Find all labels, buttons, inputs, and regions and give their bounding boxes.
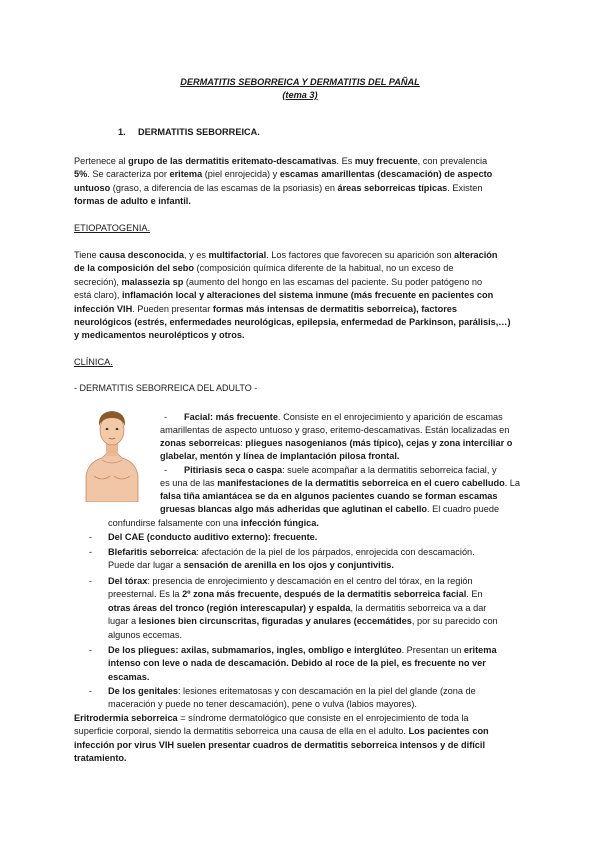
text-bold: más frecuente [215, 412, 278, 422]
bullet-dash: - [89, 645, 93, 655]
torax-line-5 [108, 629, 528, 642]
text: : lesiones eritematosas y con descamación en la piel del glande (zona de [177, 686, 476, 696]
text-bold: pliegues nasogenianos (más típico), cejas y zona interciliar o [245, 438, 513, 448]
text: . Presentan un [401, 645, 464, 655]
text-bold: Blefaritis seborreica [108, 547, 197, 557]
eritro-line-3 [74, 739, 528, 752]
text-bold: gruesas blancas algo más adheridas que aglutinan el cabello [160, 504, 428, 514]
text: . Consiste en el enrojecimiento y aparición de escamas [277, 412, 503, 422]
text-bold: eritema [169, 169, 203, 180]
text: superficie corporal, siendo la dermatitis seborreica una causa de ella en el adulto. [74, 726, 409, 737]
text: , con prevalencia [417, 156, 488, 166]
text-bold: causa desconocida [99, 250, 184, 260]
text-bold: muy frecuente [354, 156, 418, 166]
text-bold: De los genitales [108, 686, 178, 696]
eritrodermia-paragraph [74, 712, 528, 766]
text-bold: formas de adulto e infantil. [74, 196, 191, 207]
facial-line-1 [184, 411, 528, 424]
text: , y es [183, 250, 209, 260]
text-bold: de la composición del sebo [74, 263, 194, 274]
facial-line-4 [160, 450, 528, 463]
torax-item [108, 575, 528, 642]
text: Pertenece al [74, 156, 129, 166]
torax-line-4 [108, 615, 528, 628]
text-bold: grupo de las dermatitis eritemato-descamativas [128, 156, 337, 166]
text: . Existen [447, 182, 483, 193]
text-bold: escamas. [108, 671, 150, 682]
text-bold: 5% [74, 169, 88, 180]
text: es una de las [160, 478, 218, 488]
pliegues-item [108, 644, 528, 684]
torax-line-2 [108, 588, 528, 601]
text: maceración y puede no tener descamación), pene o vulva (labios mayores). [108, 699, 417, 710]
text-bold: 2º zona más frecuente, después de la dermatitis seborreica facial [182, 589, 467, 600]
text-bold: De los pliegues: axilas, submamarios, ingles, ombligo e interglúteo [108, 645, 402, 655]
etio-line-2 [74, 262, 528, 275]
torax-line-3 [108, 602, 528, 615]
text: , la dermatitis seborreica va a dar [350, 602, 487, 613]
text-bold: Pitiriasis seca o caspa [184, 465, 283, 475]
facial-line-3 [160, 437, 528, 450]
bullet-dash: - [89, 532, 93, 542]
eritro-line-1 [74, 712, 528, 725]
text-bold: untuoso [74, 182, 111, 193]
text-bold: Los pacientes con [408, 726, 489, 737]
bullet-dash: - [89, 686, 93, 696]
clinica-heading: CLÍNICA. [74, 357, 113, 367]
eritro-line-2 [74, 725, 528, 738]
text-bold: y medicamentos neurolépticos y otros. [74, 330, 245, 341]
text-bold: glabelar, mentón y línea de implantación pilosa frontal. [160, 451, 400, 461]
text-bold: tratamiento. [74, 753, 127, 764]
cae-item [108, 531, 528, 544]
text-bold: infección por virus VIH suelen presentar cuadros de dermatitis seborreica intensos y de difícil [74, 739, 486, 750]
etiopatogenia-heading: ETIOPATOGENIA. [74, 223, 151, 233]
text-bold: multifactorial [208, 250, 267, 260]
etiopatogenia-paragraph [74, 249, 528, 343]
text-bold: Del tórax [108, 576, 148, 586]
intro-line-3 [74, 182, 528, 195]
text-bold: Del CAE (conducto auditivo externo): frecuente. [108, 532, 318, 542]
text: : presencia de enrojecimiento y descamación en el centro del tórax, en la región [147, 576, 473, 586]
text: , por su parecido con [411, 616, 498, 627]
pitiriasis-line-3 [160, 490, 528, 503]
text: amarillentas de aspecto untuoso y graso, eritemo-descamativas. Están localizadas en [160, 425, 510, 435]
pliegues-line-1 [108, 644, 528, 657]
text-bold: Facial: [184, 412, 216, 422]
bullet-dash: - [89, 576, 93, 586]
eritro-line-4 [74, 752, 528, 765]
intro-paragraph [74, 155, 528, 209]
text-bold: alteración [454, 250, 498, 260]
text: (composición química diferente de la habitual, no un exceso de [193, 263, 454, 274]
text-bold: malassezia sp [121, 276, 184, 287]
pitiriasis-line-2 [160, 477, 528, 490]
text-bold: zonas seborreicas [160, 438, 241, 448]
text: . La [504, 478, 521, 488]
document-title [0, 76, 600, 102]
text: lugar a [108, 616, 139, 627]
genitales-line-2 [108, 698, 528, 711]
text-bold: falsa tiña amiantácea se da en algunos pacientes cuando se forman escamas [160, 491, 498, 501]
section-number: 1. [118, 127, 126, 137]
title-line-2: (tema 3) [282, 90, 318, 100]
text-bold: intenso con leve o nada de descamación. Debido al roce de la piel, es frecuente no ver [108, 658, 486, 669]
text: algunos eccemas. [108, 629, 183, 640]
text: . El cuadro puede [427, 504, 500, 514]
text: : suele acompañar a la dermatitis seborreica facial, y [282, 465, 497, 475]
text: Tiene [74, 250, 100, 260]
text: secreción), [74, 276, 122, 287]
text-bold: lesiones bien circunscritas, figuradas y anulares (eccemátides [138, 616, 412, 627]
text: . Pueden presentar [132, 303, 213, 314]
text-bold: eritema [463, 645, 497, 655]
text-bold: infección fúngica. [240, 518, 319, 528]
bullet-dash: - [164, 412, 168, 422]
section-label: DERMATITIS SEBORREICA. [138, 127, 260, 137]
pitiriasis-line-1 [184, 464, 528, 477]
text-bold: escamas amarillentas (descamación) de aspecto [279, 169, 493, 180]
adulto-subheading: - DERMATITIS SEBORREICA DEL ADULTO - [74, 383, 258, 393]
text-bold: manifestaciones de la dermatitis seborreica en el cuero cabelludo [217, 478, 505, 488]
pliegues-line-2 [108, 657, 528, 670]
text-bold: inflamación local y alteraciones del sistema inmune (más frecuente en pacientes con [122, 290, 494, 301]
pitiriasis-line-5 [108, 517, 528, 530]
text: está claro), [74, 290, 122, 301]
text: . Es [336, 156, 355, 166]
text-bold: áreas seborreicas típicas [337, 182, 448, 193]
text: : afectación de la piel de los párpados, enrojecida con descamación. [196, 547, 475, 557]
intro-line-4 [74, 195, 528, 208]
blef-line-1 [108, 546, 528, 559]
pitiriasis-line-4 [160, 503, 528, 516]
etio-line-5 [74, 303, 528, 316]
text-bold: infección VIH [74, 303, 133, 314]
intro-line-1 [74, 155, 528, 168]
genitales-line-1 [108, 685, 528, 698]
text: . Los factores que favorecen su aparición son [266, 250, 455, 260]
text: confundirse falsamente con una [108, 518, 241, 528]
text: (aumento del hongo en las escamas del paciente. Su poder patógeno no [183, 276, 483, 287]
bullet-dash: - [164, 465, 168, 475]
text: preesternal. Es la [108, 589, 183, 600]
text-bold: otras áreas del tronco (región interescapular) y espalda [108, 602, 351, 613]
blef-line-2 [108, 559, 528, 572]
text-bold: sensación de arenilla en los ojos y conjuntivitis. [183, 560, 394, 571]
torax-line-1 [108, 575, 528, 588]
etio-line-7 [74, 329, 528, 342]
section-heading [118, 126, 260, 139]
text: : [240, 438, 246, 448]
etio-line-4 [74, 289, 528, 302]
pliegues-line-3 [108, 671, 528, 684]
intro-line-2 [74, 168, 528, 181]
text-bold: neurológicos (estrés, enfermedades neurológicas, epilepsia, enfermedad de Parkinson, parálisis,…) [74, 317, 511, 328]
text: (piel enrojecida) y [202, 169, 280, 180]
genitales-item [108, 685, 528, 712]
facial-line-2 [160, 424, 528, 437]
text: . En [466, 589, 483, 600]
text: Puede dar lugar a [108, 560, 184, 571]
title-line-1: DERMATITIS SEBORREICA Y DERMATITIS DEL PAÑAL [180, 77, 420, 87]
text-bold: formas más intensas de dermatitis seborreica), factores [212, 303, 457, 314]
etio-line-3 [74, 276, 528, 289]
man-bust-illustration [80, 404, 144, 502]
etio-line-6 [74, 316, 528, 329]
etio-line-1 [74, 249, 528, 262]
text: . Se caracteriza por [87, 169, 170, 180]
text: = síndrome dermatológico que consiste en el enrojecimiento de toda la [177, 713, 469, 723]
text-bold: Eritrodermia seborreica [74, 713, 178, 723]
blefaritis-item [108, 546, 528, 573]
bullet-dash: - [89, 547, 93, 557]
text: (graso, a diferencia de las escamas de la psoriasis) en [110, 182, 338, 193]
